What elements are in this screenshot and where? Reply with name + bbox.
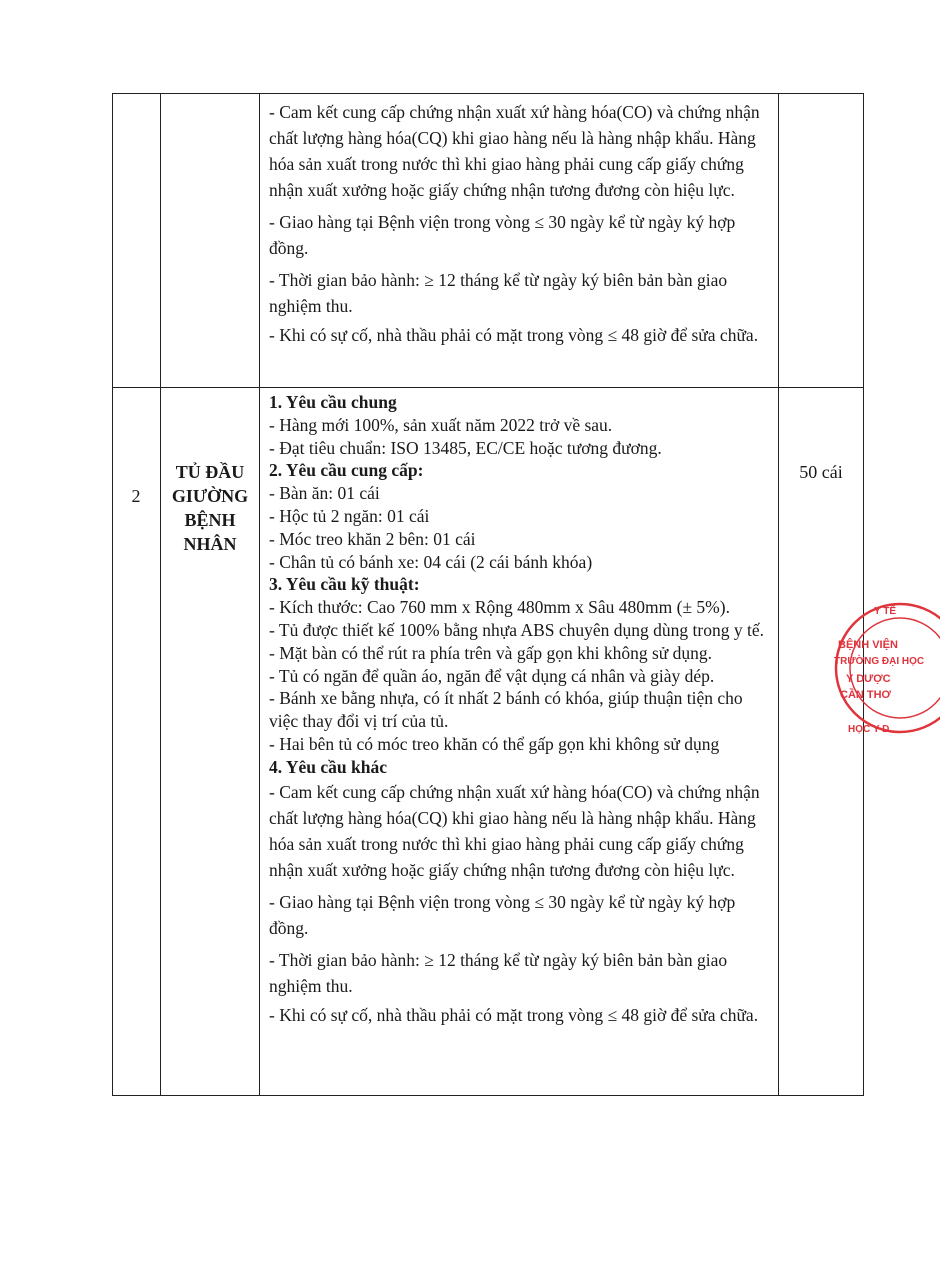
item-quantity: 50 cái xyxy=(799,462,843,482)
spec-line: - Tủ được thiết kế 100% bằng nhựa ABS chuyên dụng dùng trong y tế. xyxy=(269,619,764,640)
spec-line: - Kích thước: Cao 760 mm x Rộng 480mm x Sâu 480mm (± 5%). xyxy=(269,597,730,618)
column-border xyxy=(112,93,113,1096)
stamp-text: CẦN THƠ xyxy=(840,689,891,701)
item-name: TỦ ĐẦU GIƯỜNG BỆNH NHÂN xyxy=(171,462,249,554)
warranty-text: - Thời gian bảo hành: ≥ 12 tháng kể từ ngày ký biên bản bàn giao nghiệm thu. xyxy=(269,949,728,996)
column-border xyxy=(259,93,260,1096)
warranty-text: - Thời gian bảo hành: ≥ 12 tháng kể từ ngày ký biên bản bàn giao nghiệm thu. xyxy=(269,270,728,316)
stamp-inner-ring xyxy=(850,618,940,718)
table-top-border xyxy=(112,93,864,94)
spec-line: - Hàng mới 100%, sản xuất năm 2022 trở về sau. xyxy=(269,414,613,435)
spec-line: - Bàn ăn: 01 cái xyxy=(269,483,380,504)
spec-line: - Hộc tủ 2 ngăn: 01 cái xyxy=(269,505,430,526)
spec-line: - Hai bên tủ có móc treo khăn có thể gấp gọn khi không sử dụng xyxy=(269,733,720,754)
delivery-certification-text: - Cam kết cung cấp chứng nhận xuất xứ hàng hóa(CO) và chứng nhận chất lượng hàng hóa(CQ) khi giao hàng nếu là hàng nhập khẩu. Hàng hóa sản xuất trong nước thì khi giao hàng phải cung cấp giấy chứng nhận xuất xưởng hoặc giấy chứng nhận tương đương còn hiệu lực. xyxy=(269,102,760,200)
spec-line: - Móc treo khăn 2 bên: 01 cái xyxy=(269,528,476,549)
spec-line: - Tủ có ngăn để quần áo, ngăn để vật dụng cá nhân và giày dép. xyxy=(269,665,715,686)
requirements-table xyxy=(112,93,864,1096)
section-technical-title: 3. Yêu cầu kỹ thuật: xyxy=(269,574,420,595)
row-number: 2 xyxy=(131,486,141,506)
stamp-text: Y DƯỢC xyxy=(846,673,891,685)
row-divider xyxy=(112,387,864,388)
incident-response-text: - Khi có sự cố, nhà thầu phải có mặt trong vòng ≤ 48 giờ để sửa chữa. xyxy=(269,1004,759,1025)
spec-line: - Chân tủ có bánh xe: 04 cái (2 cái bánh khóa) xyxy=(269,551,593,572)
stamp-outer-ring xyxy=(836,604,940,732)
spec-line: - Bánh xe bằng nhựa, có ít nhất 2 bánh có khóa, giúp thuận tiện cho việc thay đổi vị trí của tủ. xyxy=(269,688,743,732)
delivery-certification-text: - Cam kết cung cấp chứng nhận xuất xứ hàng hóa(CO) và chứng nhận chất lượng hàng hóa(CQ) khi giao hàng nếu là hàng nhập khẩu. Hàng hóa sản xuất trong nước thì khi giao hàng phải cung cấp giấy chứng nhận xuất xưởng hoặc giấy chứng nhận tương đương còn hiệu lực. xyxy=(269,781,760,880)
section-general-title: 1. Yêu cầu chung xyxy=(269,392,397,412)
row1-requirements-cell xyxy=(269,99,775,348)
column-border xyxy=(160,93,161,1096)
stamp-text: TRƯỜNG ĐẠI HỌC xyxy=(834,656,925,667)
table-bottom-border xyxy=(112,1095,864,1096)
delivery-time-text: - Giao hàng tại Bệnh viện trong vòng ≤ 30 ngày kể từ ngày ký hợp đồng. xyxy=(269,212,736,258)
stamp-text: BỆNH VIỆN xyxy=(838,639,898,651)
section-supply-title: 2. Yêu cầu cung cấp: xyxy=(269,460,424,481)
stamp-text: HỌC Y D xyxy=(848,724,890,735)
column-border xyxy=(863,93,864,1096)
spec-line: - Đạt tiêu chuẩn: ISO 13485, EC/CE hoặc tương đương. xyxy=(269,437,662,458)
spec-line: - Mặt bàn có thể rút ra phía trên và gấp gọn khi không sử dụng. xyxy=(269,642,712,663)
hospital-seal-stamp xyxy=(830,598,940,738)
delivery-time-text: - Giao hàng tại Bệnh viện trong vòng ≤ 30 ngày kể từ ngày ký hợp đồng. xyxy=(269,891,736,938)
stamp-text: Y TẾ xyxy=(874,606,897,617)
section-other-title: 4. Yêu cầu khác xyxy=(269,756,387,777)
incident-response-text: - Khi có sự cố, nhà thầu phải có mặt trong vòng ≤ 48 giờ để sửa chữa. xyxy=(269,325,759,345)
column-border xyxy=(778,93,779,1096)
row2-requirements-cell xyxy=(269,391,775,1028)
